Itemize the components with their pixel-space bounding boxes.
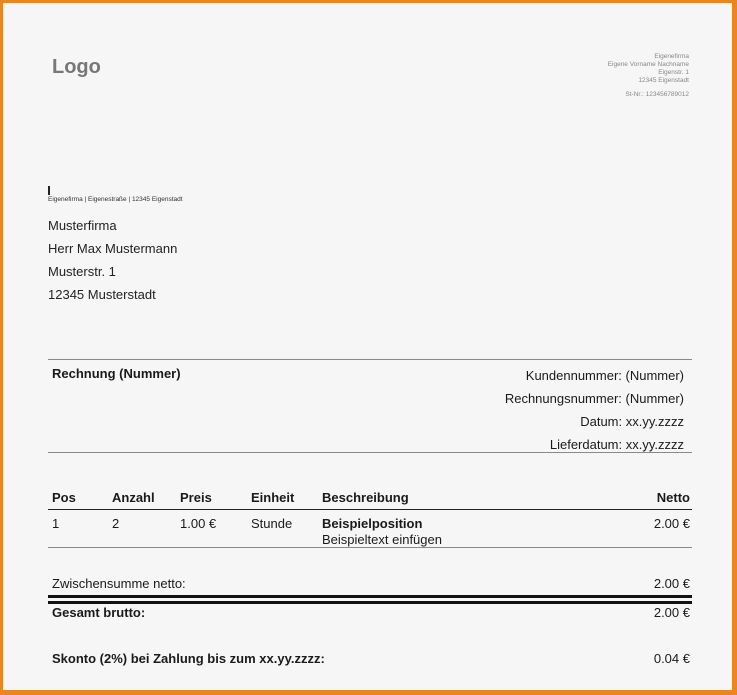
invoice-title: Rechnung (Nummer) bbox=[52, 366, 181, 381]
divider bbox=[48, 452, 692, 453]
return-address-line: Eigenefirma | Eigenestraße | 12345 Eigenstadt bbox=[48, 196, 183, 203]
gross-value: 2.00 € bbox=[653, 605, 690, 620]
header-underline bbox=[48, 509, 692, 510]
discount-row bbox=[52, 651, 690, 666]
recipient-city: 12345 Musterstadt bbox=[48, 287, 156, 302]
discount-label: Skonto (2%) bei Zahlung bis zum xx.yy.zzzz: bbox=[52, 651, 325, 666]
sender-tax-id: St-Nr.: 123456789012 bbox=[625, 91, 689, 98]
customer-number: Kundennummer: (Nummer) bbox=[525, 368, 684, 383]
company-logo: Logo bbox=[52, 56, 101, 78]
sender-company: Eigenefirma bbox=[654, 53, 689, 60]
col-header-anzahl: Anzahl bbox=[112, 490, 155, 505]
subtotal-label: Zwischensumme netto: bbox=[52, 576, 186, 591]
col-header-netto: Netto bbox=[656, 490, 690, 505]
sender-name: Eigene Vorname Nachname bbox=[607, 61, 689, 68]
cell-item-title: Beispielposition bbox=[322, 516, 423, 531]
text-cursor bbox=[48, 186, 50, 195]
discount-value: 0.04 € bbox=[653, 651, 690, 666]
col-header-preis: Preis bbox=[180, 490, 212, 505]
col-header-pos: Pos bbox=[52, 490, 76, 505]
invoice-page bbox=[3, 3, 732, 690]
recipient-street: Musterstr. 1 bbox=[48, 264, 116, 279]
col-header-einheit: Einheit bbox=[251, 490, 295, 505]
double-rule-top bbox=[48, 595, 692, 598]
sender-address bbox=[608, 53, 689, 99]
double-rule-bottom bbox=[48, 601, 692, 604]
cell-preis: 1.00 € bbox=[180, 516, 217, 531]
divider bbox=[48, 359, 692, 360]
delivery-date: Lieferdatum: xx.yy.zzzz bbox=[549, 437, 684, 452]
sender-city: 12345 Eigenstadt bbox=[638, 77, 689, 84]
invoice-date: Datum: xx.yy.zzzz bbox=[580, 414, 684, 429]
sender-street: Eigenstr. 1 bbox=[658, 69, 689, 76]
gross-total-row bbox=[52, 605, 690, 620]
gross-label: Gesamt brutto: bbox=[52, 605, 146, 620]
invoice-meta bbox=[505, 364, 684, 456]
cell-einheit: Stunde bbox=[251, 516, 293, 531]
col-header-beschreibung: Beschreibung bbox=[322, 490, 409, 505]
recipient-address bbox=[48, 214, 177, 306]
cell-item-text: Beispieltext einfügen bbox=[322, 532, 442, 547]
cell-anzahl: 2 bbox=[112, 516, 120, 531]
subtotal-value: 2.00 € bbox=[653, 576, 690, 591]
cell-pos: 1 bbox=[52, 516, 60, 531]
subtotal-row bbox=[52, 576, 690, 591]
recipient-company: Musterfirma bbox=[48, 218, 117, 233]
divider bbox=[48, 547, 692, 548]
recipient-name: Herr Max Mustermann bbox=[48, 241, 178, 256]
invoice-number: Rechnungsnummer: (Nummer) bbox=[504, 391, 684, 406]
cell-netto: 2.00 € bbox=[653, 516, 690, 531]
